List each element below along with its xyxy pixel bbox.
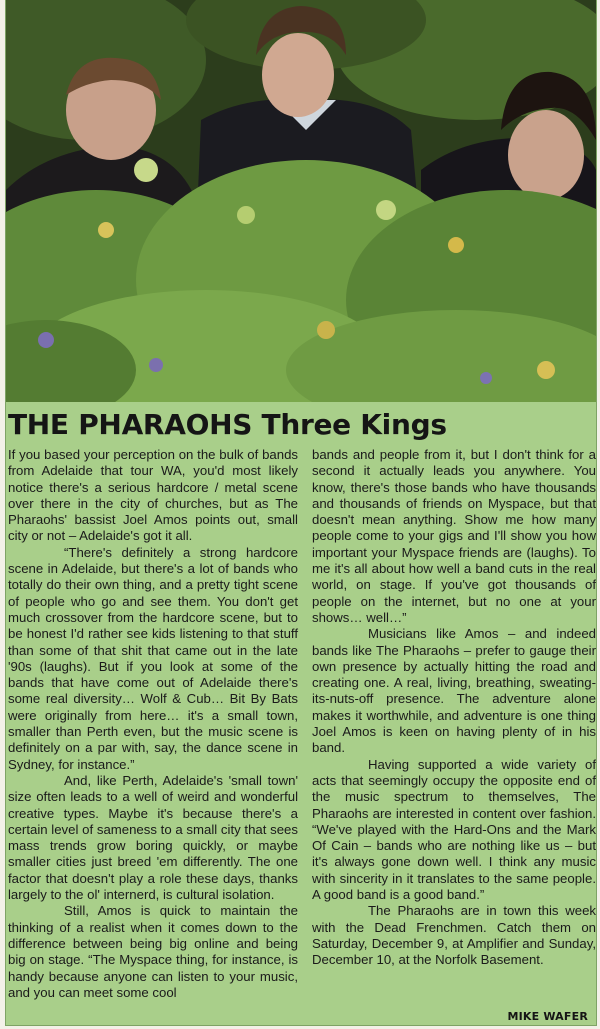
article-byline: MIKE WAFER bbox=[507, 1010, 588, 1023]
paragraph: Still, Amos is quick to maintain the thinking of a realist when it comes down to the difference between being big online and being big on stage. “The Myspace thing, for instance, is handy because anyone can listen to your music, and you can meet some cool bbox=[8, 903, 298, 1000]
article-headline: THE PHARAOHS Three Kings bbox=[8, 408, 447, 441]
paragraph: And, like Perth, Adelaide's 'small town' size often leads to a well of weird and wonderful creative types. Maybe it's because there's a certain level of sameness to a small city that sees mass trends grow boring quickly, or maybe smaller cities just breed 'em differently. The one factor that doesn't play a role these days, thanks largely to the ol' internerd, is cultural isolation. bbox=[8, 772, 298, 903]
paragraph: If you based your perception on the bulk of bands from Adelaide that tour WA, you'd most likely notice there's a serious hardcore / metal scene over there in the city of churches, but as The Pharaohs' bassist Joel Amos points out, small city or not – Adelaide's got it all. bbox=[8, 447, 298, 544]
paragraph: “There's definitely a strong hardcore scene in Adelaide, but there's a lot of bands who totally do their own thing, and a pretty tight scene of people who go and see them. You don't get much crossover from the hardcore scene, but to be honest I'd rather see kids listening to that stuff than some of that shit that came out in the late '90s (laughs). But if you look at some of the bands that have come out of Adelaide there's some real diversity… Wolf & Cub… Bit By Bats were originally from here… it's a small town, smaller than Perth even, but the music scene is definitely on a par with, say, the dance scene in Sydney, for instance.” bbox=[8, 544, 298, 772]
article-column-right bbox=[312, 447, 596, 969]
article-column-left bbox=[8, 447, 298, 1001]
newspaper-clipping bbox=[6, 0, 596, 1025]
band-photo bbox=[6, 0, 596, 402]
band-photo-illustration bbox=[6, 0, 596, 402]
paragraph: The Pharaohs are in town this week with the Dead Frenchmen. Catch them on Saturday, December 9, at Amplifier and Sunday, December 10, at the Norfolk Basement. bbox=[312, 903, 596, 968]
paragraph: bands and people from it, but I don't think for a second it actually leads you anywhere. You know, there's those bands who have thousands and thousands of friends on Myspace, but that doesn't mean anything. Show me how many people come to your gigs and I'll show you how important your Myspace friends are (laughs). To me it's all about how well a band cuts in the real world, on stage. If you've got thousands of people on the internet, but no one at your shows… well…” bbox=[312, 447, 596, 625]
paragraph: Musicians like Amos – and indeed bands like The Pharaohs – prefer to gauge their own presence by actually hitting the road and creating one. A real, living, breathing, sweating-its-nuts-off presence. The adventure alone makes it worthwhile, and adventure is one thing Joel Amos is keen on having plenty of in his band. bbox=[312, 626, 596, 756]
paragraph: Having supported a wide variety of acts that seemingly occupy the opposite end of the music spectrum to themselves, The Pharaohs are interested in content over fashion. “We've played with the Hard-Ons and the Mark Of Cain – bands who are nothing like us – but it's always gone down well. I think any music with sincerity in it translates to the same people. A good band is a good band.” bbox=[312, 756, 596, 903]
